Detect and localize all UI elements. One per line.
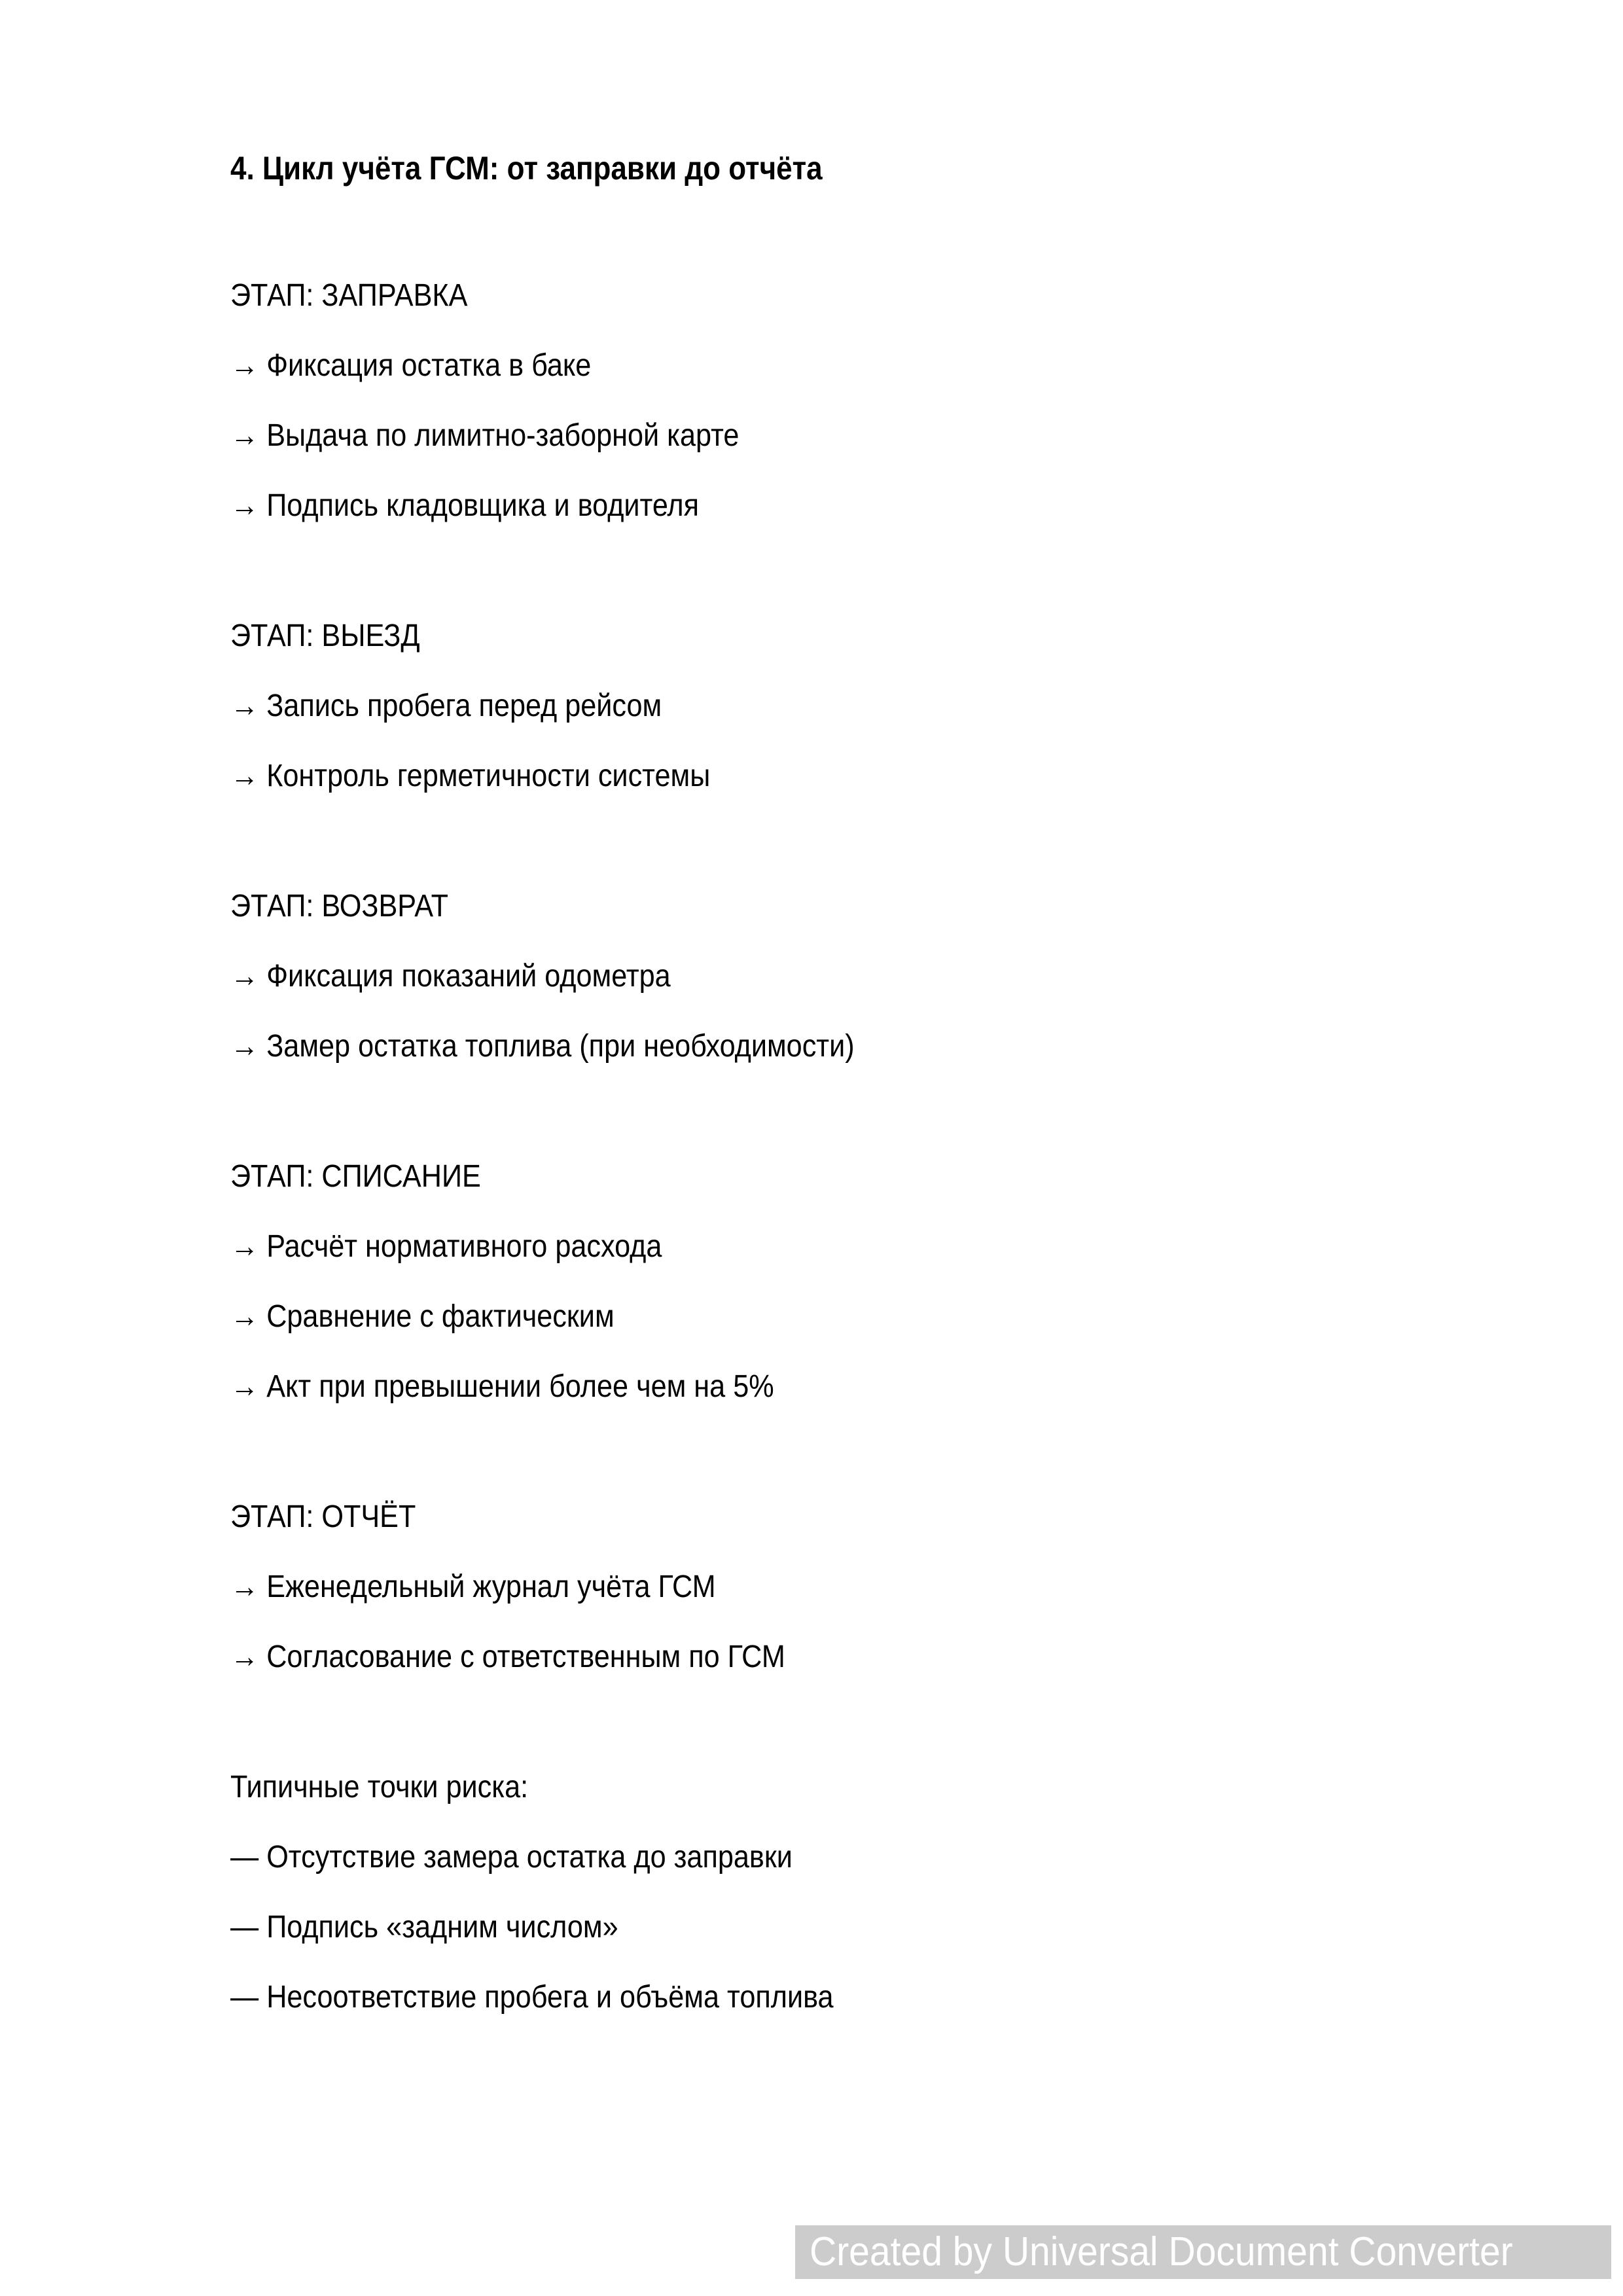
section-spacer	[230, 1673, 1474, 1733]
row-spacer	[230, 652, 1474, 691]
row-spacer	[230, 582, 1474, 620]
stage-section-zapravka	[230, 280, 1474, 522]
title-spacer	[230, 185, 1474, 280]
stage-item: → Выдача по лимитно-заборной карте	[230, 418, 740, 453]
stage-item: → Запись пробега перед рейсом	[230, 689, 662, 723]
stage-item: → Сравнение с фактическим	[230, 1299, 615, 1334]
risk-item: — Отсутствие замера остатка до заправки	[230, 1840, 793, 1874]
row-spacer	[230, 1873, 1474, 1912]
section-spacer	[230, 792, 1474, 852]
stage-header: ЭТАП: СПИСАНИЕ	[230, 1159, 481, 1194]
row-spacer	[230, 382, 1474, 420]
row-spacer	[230, 1803, 1474, 1842]
stage-item: → Еженедельный журнал учёта ГСМ	[230, 1570, 716, 1604]
row-spacer	[230, 852, 1474, 891]
stage-header: ЭТАП: ОТЧЁТ	[230, 1499, 416, 1534]
row-spacer	[230, 1122, 1474, 1161]
row-spacer	[230, 1193, 1474, 1231]
stage-item: → Фиксация показаний одометра	[230, 959, 671, 994]
row-spacer	[230, 312, 1474, 350]
row-spacer	[230, 722, 1474, 761]
stage-item: → Расчёт нормативного расхода	[230, 1229, 662, 1264]
stage-section-vozvrat	[230, 891, 1474, 1062]
row-spacer	[230, 1263, 1474, 1301]
risk-section-title: Типичные точки риска:	[230, 1770, 529, 1804]
stage-section-otchet	[230, 1501, 1474, 1673]
stage-item: → Согласование с ответственным по ГСМ	[230, 1640, 785, 1674]
stage-header: ЭТАП: ВЫЕЗД	[230, 619, 420, 653]
row-spacer	[230, 1333, 1474, 1371]
page-title: 4. Цикл учёта ГСМ: от заправки до отчёта	[230, 150, 823, 187]
row-spacer	[230, 1463, 1474, 1501]
stage-section-spisanie	[230, 1161, 1474, 1403]
stage-item: → Замер остатка топлива (при необходимости)	[230, 1029, 855, 1064]
row-spacer	[230, 1603, 1474, 1641]
stage-item: → Подпись кладовщика и водителя	[230, 488, 700, 523]
stage-item: → Контроль герметичности системы	[230, 759, 711, 793]
row-spacer	[230, 922, 1474, 961]
stage-section-vyezd	[230, 620, 1474, 792]
section-spacer	[230, 1403, 1474, 1463]
row-spacer	[230, 452, 1474, 490]
document-content	[230, 152, 1474, 2013]
section-spacer	[230, 522, 1474, 582]
stage-header: ЭТАП: ВОЗВРАТ	[230, 889, 449, 924]
stage-item: → Фиксация остатка в баке	[230, 348, 592, 383]
row-spacer	[230, 1943, 1474, 1982]
watermark-banner	[795, 2225, 1611, 2279]
section-spacer	[230, 1062, 1474, 1122]
stage-item: → Акт при превышении более чем на 5%	[230, 1369, 774, 1404]
risk-item: — Несоответствие пробега и объёма топлива	[230, 1980, 834, 2015]
watermark-text: Created by Universal Document Converter	[810, 2229, 1513, 2274]
row-spacer	[230, 1533, 1474, 1571]
risk-item: — Подпись «задним числом»	[230, 1910, 618, 1945]
row-spacer	[230, 1733, 1474, 1772]
row-spacer	[230, 992, 1474, 1031]
risk-section	[230, 1772, 1474, 2013]
stage-header: ЭТАП: ЗАПРАВКА	[230, 278, 468, 313]
